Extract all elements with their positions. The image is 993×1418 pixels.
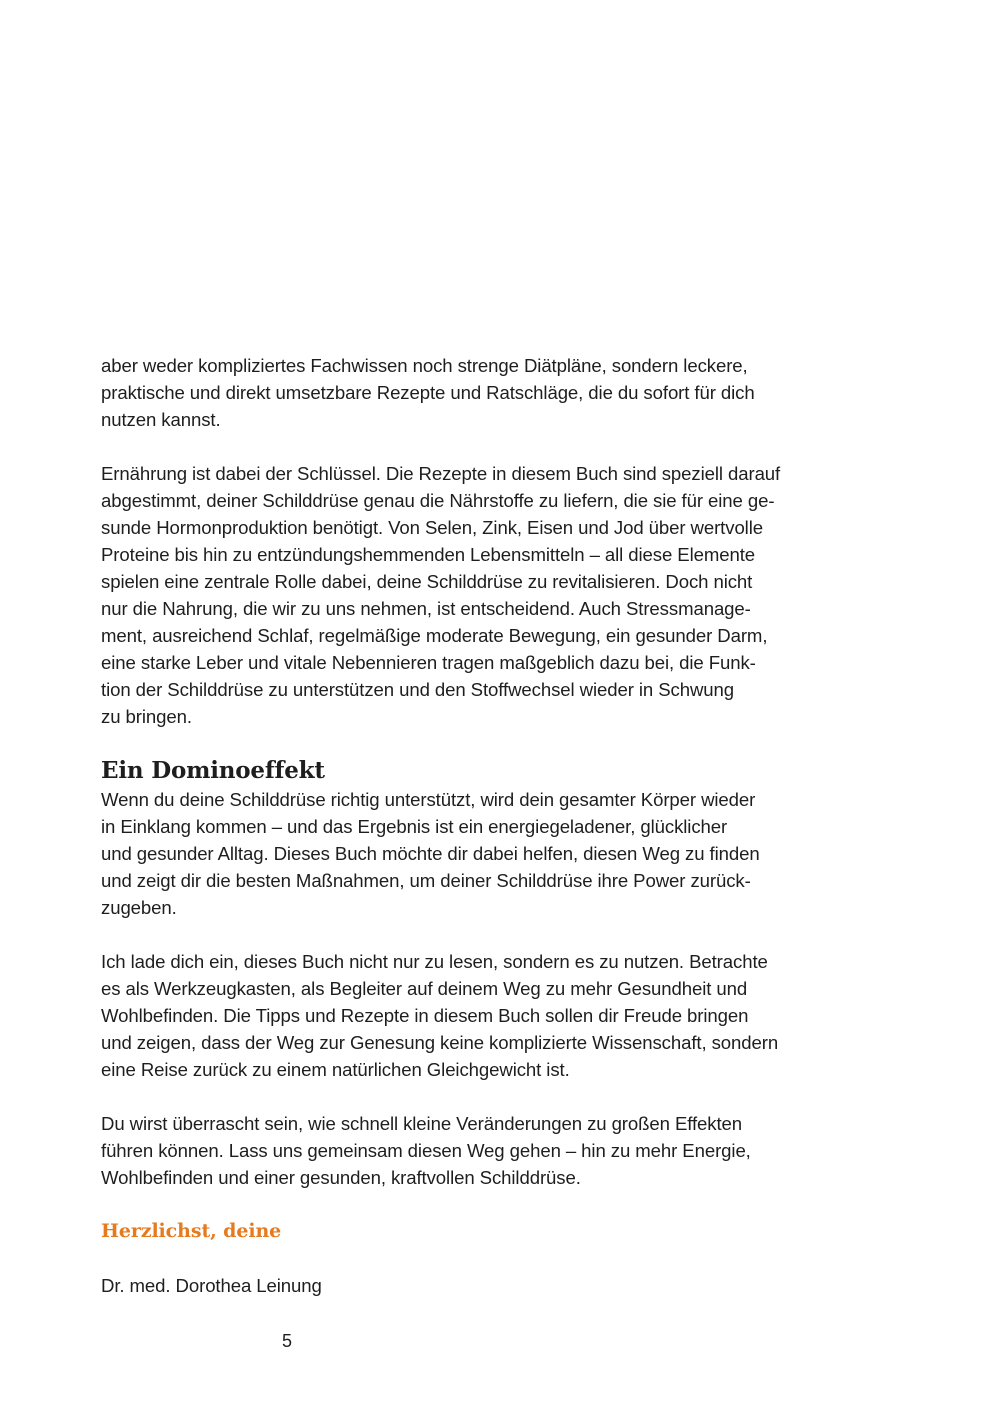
closing-line: Du wirst überrascht sein, wie schnell kleine Veränderungen zu großen Effekten [101, 1113, 743, 1134]
invitation-line: und zeigen, dass der Weg zur Genesung keine komplizierte Wissenschaft, sondern [101, 1032, 779, 1053]
invitation-line: Wohlbefinden. Die Tipps und Rezepte in diesem Buch sollen dir Freude bringen [101, 1005, 749, 1026]
invitation-line: eine Reise zurück zu einem natürlichen Gleichgewicht ist. [101, 1059, 570, 1080]
domino-line: und gesunder Alltag. Dieses Buch möchte dir dabei helfen, diesen Weg zu finden [101, 843, 760, 864]
nutrition-line: sunde Hormonproduktion benötigt. Von Selen, Zink, Eisen und Jod über wertvolle [101, 517, 763, 538]
nutrition-line: eine starke Leber und vitale Nebennieren tragen maßgeblich dazu bei, die Funk- [101, 652, 756, 673]
intro-line: nutzen kannst. [101, 409, 221, 430]
nutrition-line: tion der Schilddrüse zu unterstützen und den Stoffwechsel wieder in Schwung [101, 679, 734, 700]
domino-line: in Einklang kommen – und das Ergebnis ist ein energiegeladener, glücklicher [101, 816, 728, 837]
intro-line: praktische und direkt umsetzbare Rezepte und Ratschläge, die du sofort für dich [101, 382, 755, 403]
nutrition-line: abgestimmt, deiner Schilddrüse genau die Nährstoffe zu liefern, die sie für eine ge- [101, 490, 775, 511]
nutrition-line: nur die Nahrung, die wir zu uns nehmen, ist entscheidend. Auch Stressmanage- [101, 598, 751, 619]
nutrition-line: Ernährung ist dabei der Schlüssel. Die Rezepte in diesem Buch sind speziell darauf [101, 463, 781, 484]
nutrition-line: Proteine bis hin zu entzündungshemmenden Lebensmitteln – all diese Elemente [101, 544, 756, 565]
author-signature: Dr. med. Dorothea Leinung [101, 1275, 322, 1296]
closing-line: führen können. Lass uns gemeinsam diesen Weg gehen – hin zu mehr Energie, [101, 1140, 751, 1161]
section-heading: Ein Dominoeffekt [101, 757, 325, 784]
nutrition-line: zu bringen. [101, 706, 192, 727]
nutrition-line: spielen eine zentrale Rolle dabei, deine Schilddrüse zu revitalisieren. Doch nicht [101, 571, 753, 592]
invitation-line: Ich lade dich ein, dieses Buch nicht nur zu lesen, sondern es zu nutzen. Betrachte [101, 951, 768, 972]
domino-line: Wenn du deine Schilddrüse richtig unterstützt, wird dein gesamter Körper wieder [101, 789, 756, 810]
invitation-line: es als Werkzeugkasten, als Begleiter auf deinem Weg zu mehr Gesundheit und [101, 978, 748, 999]
domino-line: und zeigt dir die besten Maßnahmen, um deiner Schilddrüse ihre Power zurück- [101, 870, 751, 891]
closing-line: Wohlbefinden und einer gesunden, kraftvollen Schilddrüse. [101, 1167, 581, 1188]
page-number: 5 [282, 1331, 293, 1351]
nutrition-line: ment, ausreichend Schlaf, regelmäßige moderate Bewegung, ein gesunder Darm, [101, 625, 768, 646]
greeting: Herzlichst, deine [101, 1220, 282, 1242]
domino-line: zugeben. [101, 897, 177, 918]
intro-line: aber weder kompliziertes Fachwissen noch strenge Diätpläne, sondern leckere, [101, 355, 748, 376]
